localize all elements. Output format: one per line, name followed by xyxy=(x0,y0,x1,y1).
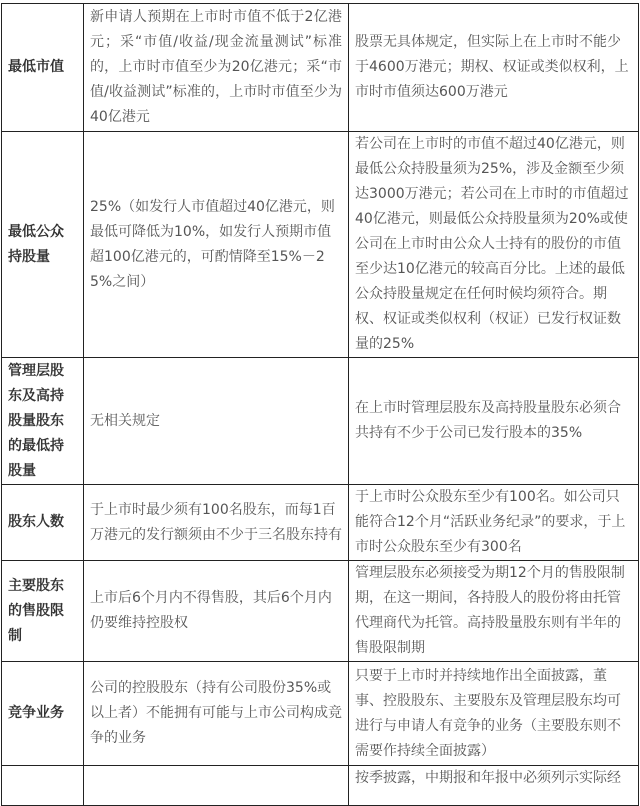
table-row xyxy=(2,358,639,485)
table-row xyxy=(2,662,639,766)
main-board-cell: 公司的控股股东（持有公司股份35%或以上者）不能拥有可能与上市公司构成竞争的业务 xyxy=(84,662,349,766)
table-row xyxy=(2,561,639,662)
table-row xyxy=(2,4,639,132)
row-label: 竞争业务 xyxy=(2,662,84,766)
main-board-cell: 无相关规定 xyxy=(84,358,349,485)
row-label: 股东人数 xyxy=(2,485,84,561)
other-board-cell: 按季披露，中期报和年报中必须列示实际经 xyxy=(349,766,639,806)
table-row xyxy=(2,132,639,358)
table-row-partial xyxy=(2,766,639,806)
table-row xyxy=(2,485,639,561)
other-board-cell: 若公司在上市时的市值不超过40亿港元，则最低公众持股量须为25%，涉及金额至少须达3000万港元；若公司在上市时的市值超过40亿港元，则最低公众持股量须为20%或使公司在上市时由公众人士持有的股份的市值至少达10亿港元的较高百分比。上述的最低公众持股量规定在任何时候均须符合。期权、权证或类似权利（权证）已发行权证数量的25% xyxy=(349,132,639,358)
other-board-cell: 管理层股东必须接受为期12个月的售股限制期，在这一期间，各持股人的股份将由托管代理商代为托管。高持股量股东则有半年的售股限制期 xyxy=(349,561,639,662)
other-board-cell: 只要于上市时并持续地作出全面披露，董事、控股股东、主要股东及管理层股东均可进行与申请人有竞争的业务（主要股东则不需要作持续全面披露） xyxy=(349,662,639,766)
row-label: 主要股东的售股限制 xyxy=(2,561,84,662)
row-label: 最低市值 xyxy=(2,4,84,132)
listing-requirements-table xyxy=(1,3,639,806)
other-board-cell: 于上市时公众股东至少有100名。如公司只能符合12个月“活跃业务纪录”的要求，于上市时公众股东至少有300名 xyxy=(349,485,639,561)
main-board-cell xyxy=(84,766,349,806)
comparison-table-container xyxy=(1,3,638,806)
row-label: 管理层股东及高持股量股东的最低持股量 xyxy=(2,358,84,485)
main-board-cell: 25%（如发行人市值超过40亿港元，则最低可降低为10%，如发行人预期市值超100亿港元的，可酌情降至15%－25%之间） xyxy=(84,132,349,358)
other-board-cell: 股票无具体规定，但实际上在上市时不能少于4600万港元；期权、权证或类似权利，上市时市值须达600万港元 xyxy=(349,4,639,132)
row-label: 最低公众持股量 xyxy=(2,132,84,358)
main-board-cell: 新申请人预期在上市时市值不低于2亿港元；采“市值/收益/现金流量测试”标准的，上市时市值至少为20亿港元；采“市值/收益测试”标准的，上市时市值至少为40亿港元 xyxy=(84,4,349,132)
main-board-cell: 于上市时最少须有100名股东，而每1百万港元的发行额须由不少于三名股东持有 xyxy=(84,485,349,561)
other-board-cell: 在上市时管理层股东及高持股量股东必须合共持有不少于公司已发行股本的35% xyxy=(349,358,639,485)
row-label xyxy=(2,766,84,806)
main-board-cell: 上市后6个月内不得售股，其后6个月内仍要维持控股权 xyxy=(84,561,349,662)
